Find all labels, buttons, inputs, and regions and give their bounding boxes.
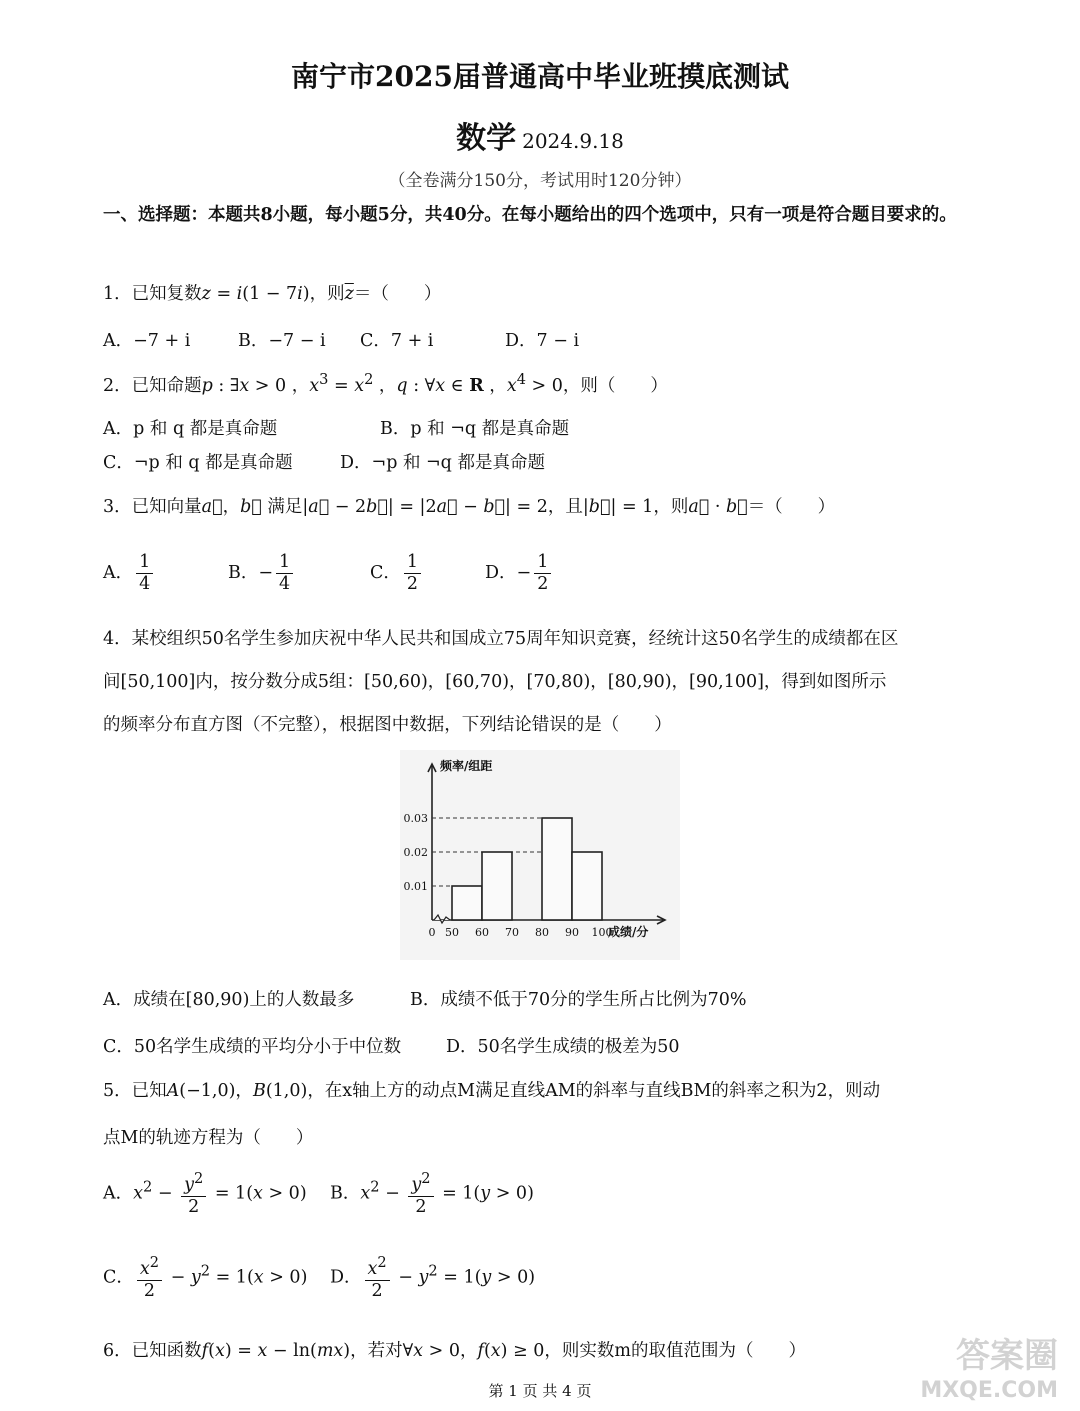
q3-b-num: 1 <box>276 552 293 574</box>
q2-option-c[interactable]: C．¬p 和 q 都是真命题 <box>103 453 293 473</box>
x-tick-label: 50 <box>445 926 459 939</box>
q5-stem-post: ，在x轴上方的动点M满足直线AM的斜率与直线BM的斜率之积为2，则动 <box>307 1081 881 1101</box>
y-tick-label: 0.01 <box>403 880 428 893</box>
q3-d-den: 2 <box>537 574 549 594</box>
histogram-bar <box>572 852 602 920</box>
q3-stem-pre: 3．已知向量 <box>103 497 202 517</box>
page-footer: 第 1 页 共 4 页 <box>488 1382 592 1400</box>
y-axis-title: 频率/组距 <box>440 759 493 773</box>
q5-d-label: D． <box>330 1267 362 1288</box>
x-tick-label: 90 <box>565 926 579 939</box>
x-tick-label: 70 <box>505 926 519 939</box>
q5-stem-pre: 5．已知 <box>103 1081 167 1101</box>
subject-title <box>0 113 1080 157</box>
q3-c-label: C． <box>370 563 401 583</box>
question-6: 6．已知函数f(x) = x − ln(mx)，若对∀x > 0，f(x) ≥ 0，则实数m的取值范围为（ ） <box>103 1341 807 1361</box>
q2-tail: ，则（ ） <box>562 375 668 396</box>
question-1: 1．已知复数z = i(1 − 7i)，则$\overline{z}=$（ ） <box>103 284 442 304</box>
page-title: 南宁市2025届普通高中毕业班摸底测试 <box>291 60 789 93</box>
x-tick-label: 100 <box>591 926 613 939</box>
histogram-bar <box>482 852 512 920</box>
q4-option-a[interactable]: A．成绩在[80,90)上的人数最多 <box>103 990 355 1010</box>
q5-option-d[interactable]: D． $\frac{x^2}{2}$ − $y^2 = 1(y > 0)$ <box>330 1254 536 1301</box>
q6-stem-post: ，则实数m的取值范围为（ ） <box>544 1341 807 1361</box>
q2-option-a[interactable]: A．p 和 q 都是真命题 <box>103 419 278 439</box>
q3-c-num: 1 <box>404 552 421 574</box>
q3-b-label: B． <box>228 563 259 583</box>
q3-stem-post: ，则 <box>653 497 689 517</box>
x-axis-title: 成绩/分 <box>608 925 649 939</box>
histogram-bar <box>452 886 482 920</box>
q1-stem-post: ＝（ ） <box>353 284 442 304</box>
q1-option-b[interactable]: B．−7 − i <box>238 331 326 351</box>
q3-a-fraction <box>136 552 153 595</box>
subject-name: 数学 <box>456 121 517 156</box>
q3-c-den: 2 <box>406 574 419 594</box>
q3-stem-mid2: ，且 <box>547 497 583 517</box>
q1-option-d[interactable]: D．7 − i <box>505 331 580 351</box>
q3-option-b[interactable]: B．− $\frac{1}{4}$ <box>228 552 296 595</box>
q4-line-2: 间[50,100]内，按分数分成5组：[50,60)，[60,70)，[70,80)，[80,90)，[90,100]，得到如图所示 <box>103 672 887 692</box>
q1-stem-pre: 1．已知复数 <box>103 284 202 304</box>
q3-a-num: 1 <box>136 552 153 574</box>
q3-d-label: D． <box>485 563 517 583</box>
question-3: 3．已知向量a⃗，b⃗ 满足|a⃗ − 2b⃗| = |2a⃗ − b⃗| = 2，且|b⃗| = 1，则a⃗ · b⃗＝（ ） <box>103 497 836 517</box>
q2-option-d[interactable]: D．¬p 和 ¬q 都是真命题 <box>340 453 545 473</box>
exam-date: 2024.9.18 <box>522 129 624 153</box>
exam-note: （全卷满分150分，考试用时120分钟） <box>388 171 692 191</box>
q4-option-c[interactable]: C．50名学生成绩的平均分小于中位数 <box>103 1037 402 1057</box>
q1-option-c[interactable]: C．7 + i <box>360 331 434 351</box>
x-tick-label: 0 <box>428 926 436 939</box>
x-tick-label: 60 <box>475 926 489 939</box>
q3-option-a[interactable] <box>103 552 156 595</box>
q6-stem-pre: 6．已知函数 <box>103 1341 202 1361</box>
question-2: 2．已知命题p : ∃x > 0 ，$x^3 = x^2$ ，q : ∀x ∈ R ，$x^4 > 0$，则（ ） <box>103 371 668 396</box>
frequency-histogram <box>400 750 680 960</box>
q5-option-c[interactable]: C． $\frac{x^2}{2}$ − $y^2 = 1(x > 0)$ <box>103 1254 308 1301</box>
q3-d-fraction <box>534 552 551 595</box>
y-tick-label: 0.02 <box>403 846 428 859</box>
q5-b-label: B． <box>330 1183 361 1204</box>
q5-line-1: 5．已知A(−1,0)，B(1,0)，在x轴上方的动点M满足直线AM的斜率与直线BM的斜率之积为2，则动 <box>103 1081 881 1101</box>
y-tick-label: 0.03 <box>403 812 428 825</box>
q6-stem-mid: ，若对 <box>350 1341 403 1361</box>
q3-a-label: A． <box>103 563 134 583</box>
histogram-bar <box>542 818 572 920</box>
q3-stem-mid: 满足 <box>267 497 303 517</box>
x-tick-label: 80 <box>535 926 549 939</box>
q3-option-d[interactable]: D．− $\frac{1}{2}$ <box>485 552 554 595</box>
q2-stem: 2．已知命题 <box>103 375 202 396</box>
q4-option-b[interactable]: B．成绩不低于70分的学生所占比例为70% <box>410 990 747 1010</box>
watermark-url: MXQE.COM <box>920 1378 1058 1403</box>
q3-d-num: 1 <box>534 552 551 574</box>
q3-b-fraction <box>276 552 293 595</box>
section-heading: 一、选择题：本题共8小题，每小题5分，共40分。在每小题给出的四个选项中，只有一项是符合题目要求的。 <box>103 205 957 225</box>
q3-option-c[interactable] <box>370 552 424 595</box>
q5-option-a[interactable]: A．$x^2$ − $\frac{y^2}{2}$ = 1(x > 0) <box>103 1170 307 1217</box>
q4-line-3: 的频率分布直方图（不完整），根据图中数据，下列结论错误的是（ ） <box>103 715 672 735</box>
q5-c-label: C． <box>103 1267 134 1288</box>
watermark-logo: 答案圈 <box>956 1336 1058 1376</box>
q4-line-1: 4．某校组织50名学生参加庆祝中华人民共和国成立75周年知识竞赛，经统计这50名学生的成绩都在区 <box>103 629 899 649</box>
q5-line-2: 点M的轨迹方程为（ ） <box>103 1128 314 1148</box>
q3-stem-end: ＝（ ） <box>747 497 836 517</box>
q1-option-a[interactable]: A．−7 + i <box>103 331 191 351</box>
q3-b-den: 4 <box>279 574 291 594</box>
q4-option-d[interactable]: D．50名学生成绩的极差为50 <box>446 1037 680 1057</box>
q3-c-fraction <box>404 552 421 595</box>
q5-option-b[interactable]: B．$x^2$ − $\frac{y^2}{2}$ = 1(y > 0) <box>330 1170 534 1217</box>
q1-stem-mid: ，则 <box>309 284 345 304</box>
q5-a-label: A． <box>103 1183 134 1204</box>
q2-option-b[interactable]: B．p 和 ¬q 都是真命题 <box>380 419 570 439</box>
q3-a-den: 4 <box>139 574 151 594</box>
